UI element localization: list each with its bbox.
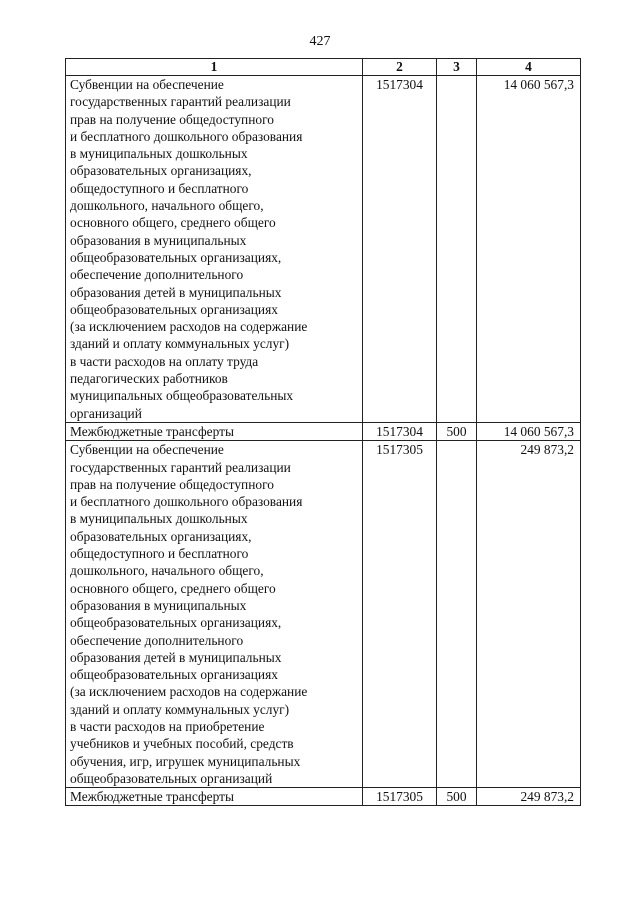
- row-name-cell: [66, 76, 363, 423]
- row-name-line: основного общего, среднего общего: [70, 580, 276, 596]
- row-name-line: образовательных организациях,: [70, 163, 252, 179]
- row-sum-cell: 14 060 567,3: [477, 422, 581, 440]
- row-name-line: общедоступного и бесплатного: [70, 180, 249, 196]
- budget-table: [65, 58, 581, 806]
- table-row: [66, 788, 581, 806]
- row-code-cell: 1517305: [363, 441, 437, 788]
- row-name-line: в муниципальных дошкольных: [70, 511, 248, 527]
- row-name-line: зданий и оплату коммунальных услуг): [70, 336, 290, 352]
- row-name-line: общеобразовательных организациях: [70, 301, 278, 317]
- row-expense-type-cell: 500: [437, 422, 477, 440]
- column-header-1: 1: [66, 59, 363, 76]
- row-name-line: общедоступного и бесплатного: [70, 546, 249, 562]
- row-name-line: дошкольного, начального общего,: [70, 563, 264, 579]
- row-name-cell: [66, 422, 363, 440]
- table-header-row: [66, 59, 581, 76]
- row-name-line: Межбюджетные трансферты: [70, 423, 234, 439]
- row-expense-type-cell: [437, 441, 477, 788]
- row-code-cell: 1517304: [363, 76, 437, 423]
- row-code-cell: 1517305: [363, 788, 437, 806]
- row-name-line: (за исключением расходов на содержание: [70, 319, 308, 335]
- row-name-line: обеспечение дополнительного: [70, 267, 244, 283]
- row-name-line: (за исключением расходов на содержание: [70, 684, 308, 700]
- row-name-line: образования детей в муниципальных: [70, 649, 282, 665]
- row-name-line: общеобразовательных организациях,: [70, 615, 282, 631]
- row-sum-cell: 249 873,2: [477, 441, 581, 788]
- page-number: 427: [309, 34, 331, 49]
- row-expense-type-cell: [437, 76, 477, 423]
- row-name-line: образования детей в муниципальных: [70, 284, 282, 300]
- row-name-cell: [66, 788, 363, 806]
- row-name-line: образовательных организациях,: [70, 528, 252, 544]
- row-name-line: образования в муниципальных: [70, 232, 247, 248]
- row-name-line: в муниципальных дошкольных: [70, 146, 248, 162]
- row-name-line: общеобразовательных организаций: [70, 770, 273, 786]
- column-header-3: 3: [437, 59, 477, 76]
- row-name-line: основного общего, среднего общего: [70, 215, 276, 231]
- row-name-line: зданий и оплату коммунальных услуг): [70, 701, 290, 717]
- row-name-line: государственных гарантий реализации: [70, 94, 291, 110]
- row-name-line: образования в муниципальных: [70, 597, 247, 613]
- row-name-cell: [66, 441, 363, 788]
- column-header-4: 4: [477, 59, 581, 76]
- row-name-line: Субвенции на обеспечение: [70, 77, 224, 92]
- row-code-cell: 1517304: [363, 422, 437, 440]
- row-name-line: дошкольного, начального общего,: [70, 198, 264, 214]
- row-name-line: Субвенции на обеспечение: [70, 442, 224, 458]
- row-name-line: обеспечение дополнительного: [70, 632, 244, 648]
- row-sum-cell: 14 060 567,3: [477, 76, 581, 423]
- table-row: [66, 422, 581, 440]
- row-name-line: государственных гарантий реализации: [70, 459, 291, 475]
- row-name-line: общеобразовательных организациях,: [70, 249, 282, 265]
- row-sum-cell: 249 873,2: [477, 788, 581, 806]
- row-name-line: и бесплатного дошкольного образования: [70, 494, 303, 510]
- row-name-line: и бесплатного дошкольного образования: [70, 128, 303, 144]
- table-row: [66, 441, 581, 788]
- row-name-line: обучения, игр, игрушек муниципальных: [70, 753, 301, 769]
- column-header-2: 2: [363, 59, 437, 76]
- row-name-line: организаций: [70, 405, 142, 421]
- row-name-line: Межбюджетные трансферты: [70, 789, 234, 805]
- row-name-line: прав на получение общедоступного: [70, 476, 274, 492]
- row-name-line: в части расходов на оплату труда: [70, 353, 259, 369]
- row-name-line: педагогических работников: [70, 371, 228, 387]
- table-row: [66, 76, 581, 423]
- row-name-line: прав на получение общедоступного: [70, 111, 274, 127]
- row-expense-type-cell: 500: [437, 788, 477, 806]
- row-name-line: муниципальных общеобразовательных: [70, 388, 294, 404]
- row-name-line: учебников и учебных пособий, средств: [70, 736, 294, 752]
- row-name-line: общеобразовательных организациях: [70, 667, 278, 683]
- row-name-line: в части расходов на приобретение: [70, 718, 265, 734]
- table-body: [66, 76, 581, 806]
